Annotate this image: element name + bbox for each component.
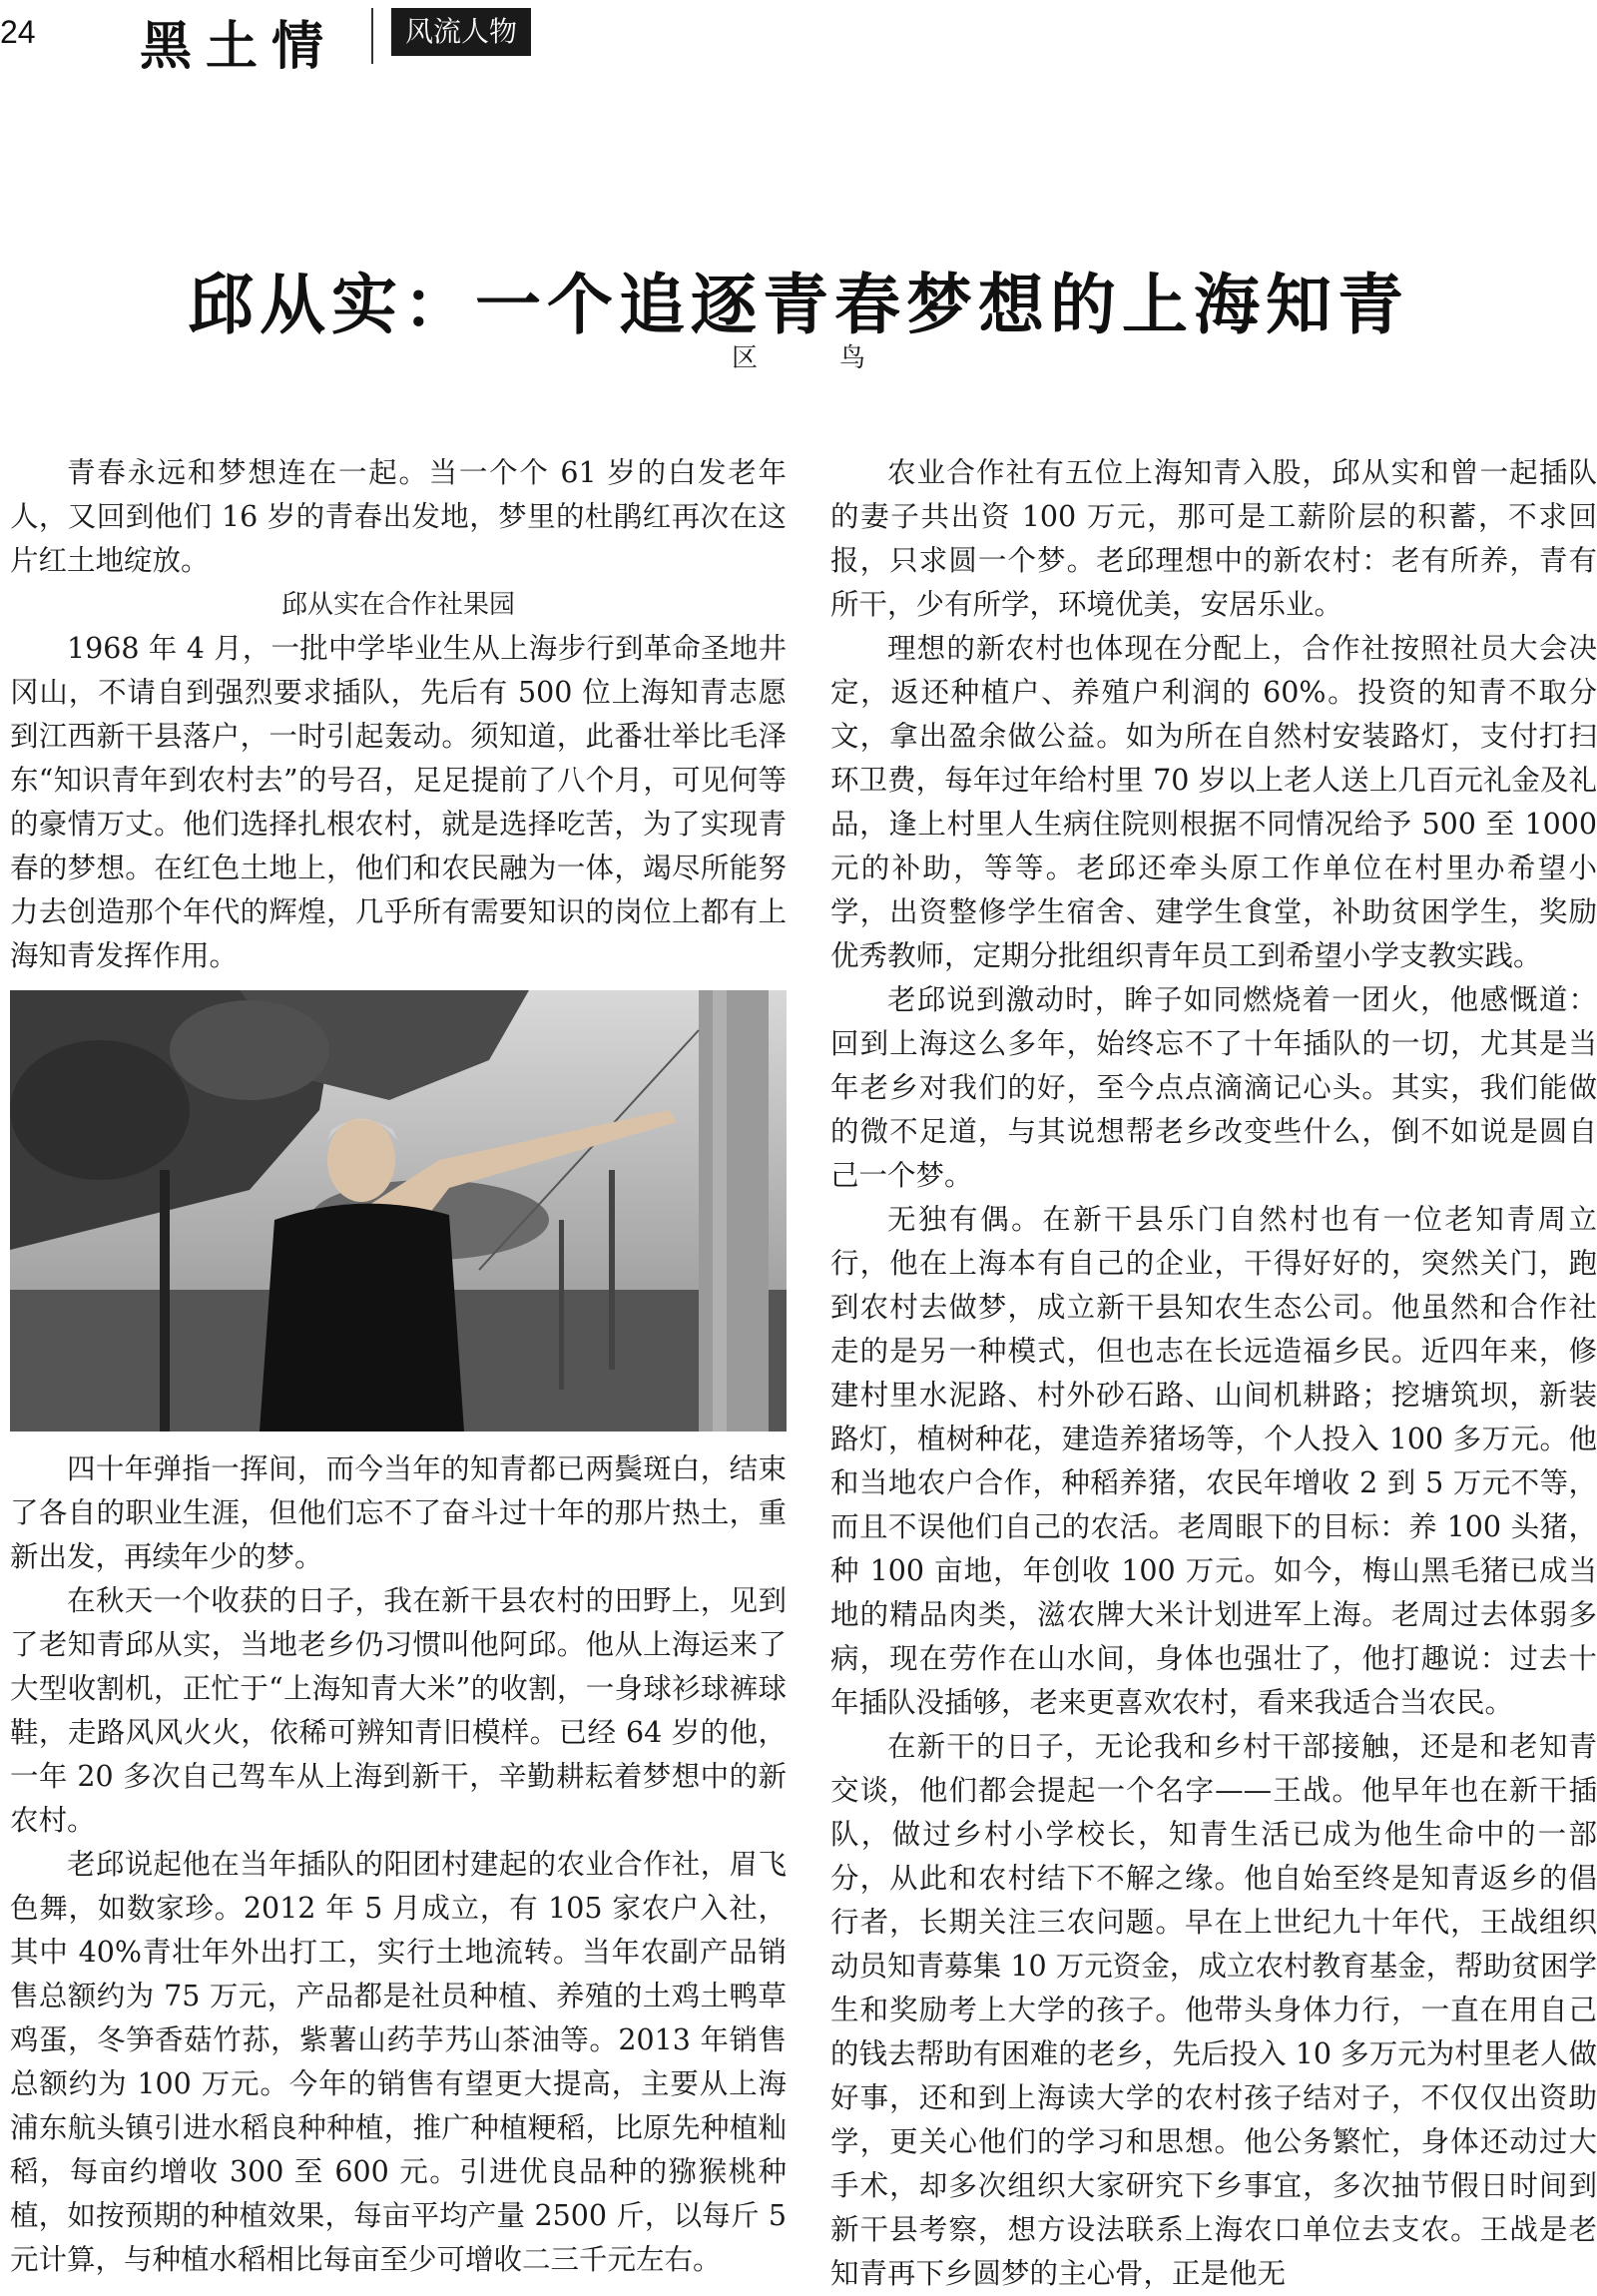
paragraph: 老邱说到激动时，眸子如同燃烧着一团火，他感慨道：回到上海这么多年，始终忘不了十年插队的一切，尤其是当年老乡对我们的好，至今点点滴滴记心头。其实，我们能做的微不足道，与其说想帮老乡改变些什么，倒不如说是圆自己一个梦。 bbox=[830, 983, 1597, 1192]
left-column bbox=[10, 451, 787, 2282]
paragraph: 理想的新农村也体现在分配上，合作社按照社员大会决定，返还种植户、养殖户利润的 60%。投资的知青不取分文，拿出盈余做公益。如为所在自然村安装路灯，支付打扫环卫费，每年过年给村里 70 岁以上老人送上几百元礼金及礼品，逢上村里人生病住院则根据不同情况给予 500 至 1000 元的补助，等等。老邱还牵头原工作单位在村里办希望小学，出资整修学生宿舍、建学生食堂，补助贫困学生，奖励优秀教师，定期分批组织青年员工到希望小学支教实践。 bbox=[830, 632, 1597, 972]
paragraph: 四十年弹指一挥间，而今当年的知青都已两鬓斑白，结束了各自的职业生涯，但他们忘不了奋斗过十年的那片热土，重新出发，再续年少的梦。 bbox=[10, 1452, 787, 1573]
paragraph: 1968 年 4 月，一批中学毕业生从上海步行到革命圣地井冈山，不请自到强烈要求插队，先后有 500 位上海知青志愿到江西新干县落户，一时引起轰动。须知道，此番壮举比毛泽东“知识青年到农村去”的号召，足足提前了八个月，可见何等的豪情万丈。他们选择扎根农村，就是选择吃苦，为了实现青春的梦想。在红色土地上，他们和农民融为一体，竭尽所能努力去创造那个年代的辉煌，几乎所有需要知识的岗位上都有上海知青发挥作用。 bbox=[10, 632, 787, 972]
paragraph: 无独有偶。在新干县乐门自然村也有一位老知青周立行，他在上海本有自己的企业，干得好好的，突然关门，跑到农村去做梦，成立新干县知农生态公司。他虽然和合作社走的是另一种模式，但也志在长远造福乡民。近四年来，修建村里水泥路、村外砂石路、山间机耕路；挖塘筑坝，新装路灯，植树种花，建造养猪场等，个人投入 100 多万元。他和当地农户合作，种稻养猪，农民年增收 2 到 5 万元不等，而且不误他们自己的农活。老周眼下的目标：养 100 头猪，种 100 亩地，年创收 100 万元。如今，梅山黑毛猪已成当地的精品肉类，滋农牌大米计划进军上海。老周过去体弱多病，现在劳作在山水间，身体也强壮了，他打趣说：过去十年插队没插够，老来更喜欢农村，看来我适合当农民。 bbox=[830, 1203, 1597, 1719]
paragraph: 农业合作社有五位上海知青入股，邱从实和曾一起插队的妻子共出资 100 万元，那可是工薪阶层的积蓄，不求回报，只求圆一个梦。老邱理想中的新农村：老有所养，青有所干，少有所学，环境优美，安居乐业。 bbox=[830, 456, 1597, 621]
header-divider bbox=[371, 8, 373, 64]
right-column bbox=[830, 451, 1597, 2296]
photo-caption: 邱从实在合作社果园 bbox=[280, 590, 515, 620]
paragraph: 老邱说起他在当年插队的阳团村建起的农业合作社，眉飞色舞，如数家珍。2012 年 5 月成立，有 105 家农户入社，其中 40%青壮年外出打工，实行土地流转。当年农副产品销售总额约为 75 万元，产品都是社员种植、养殖的土鸡土鸭草鸡蛋，冬笋香菇竹荪，紫薯山药芋艿山茶油等。2013 年销售总额约为 100 万元。今年的销售有望更大提高，主要从上海浦东航头镇引进水稻良种种植，推广种植粳稻，比原先种植籼稻，每亩约增收 300 至 600 元。引进优良品种的猕猴桃种植，如按预期的种植效果，每亩平均产量 2500 斤，以每斤 5 元计算，与种植水稻相比每亩至少可增收二三千元左右。 bbox=[10, 1848, 787, 2276]
paragraph: 在秋天一个收获的日子，我在新干县农村的田野上，见到了老知青邱从实，当地老乡仍习惯叫他阿邱。他从上海运来了大型收割机，正忙于“上海知青大米”的收割，一身球衫球裤球鞋，走路风风火火，依稀可辨知青旧模样。已经 64 岁的他，一年 20 多次自己驾车从上海到新干，辛勤耕耘着梦想中的新农村。 bbox=[10, 1584, 787, 1837]
article-author: 区 鸟 bbox=[731, 343, 893, 373]
orchard-photo bbox=[10, 990, 787, 1432]
article-title: 邱从实：一个追逐青春梦想的上海知青 bbox=[188, 266, 1409, 344]
paragraph: 在新干的日子，无论我和乡村干部接触，还是和老知青交谈，他们都会提起一个名字——王战。他早年也在新干插队，做过乡村小学校长，知青生活已成为他生命中的一部分，从此和农村结下不解之缘。他自始至终是知青返乡的倡行者，长期关注三农问题。早在上世纪九十年代，王战组织动员知青募集 10 万元资金，成立农村教育基金，帮助贫困学生和奖励考上大学的孩子。他带头身体力行，一直在用自己的钱去帮助有困难的老乡，先后投入 10 多万元为村里老人做好事，还和到上海读大学的农村孩子结对子，不仅仅出资助学，更关心他们的学习和思想。他公务繁忙，身体还动过大手术，却多次组织大家研究下乡事宜，多次抽节假日时间到新干县考察，想方设法联系上海农口单位去支农。王战是老知青再下乡圆梦的主心骨，正是他无 bbox=[830, 1730, 1597, 2290]
page-number: 24 bbox=[0, 14, 36, 50]
column-tag: 风流人物 bbox=[391, 8, 531, 56]
paragraph: 青春永远和梦想连在一起。当一个个 61 岁的白发老年人，又回到他们 16 岁的青春出发地，梦里的杜鹃红再次在这片红土地绽放。 bbox=[10, 456, 787, 577]
masthead-logo: 黑土情 bbox=[140, 16, 338, 77]
